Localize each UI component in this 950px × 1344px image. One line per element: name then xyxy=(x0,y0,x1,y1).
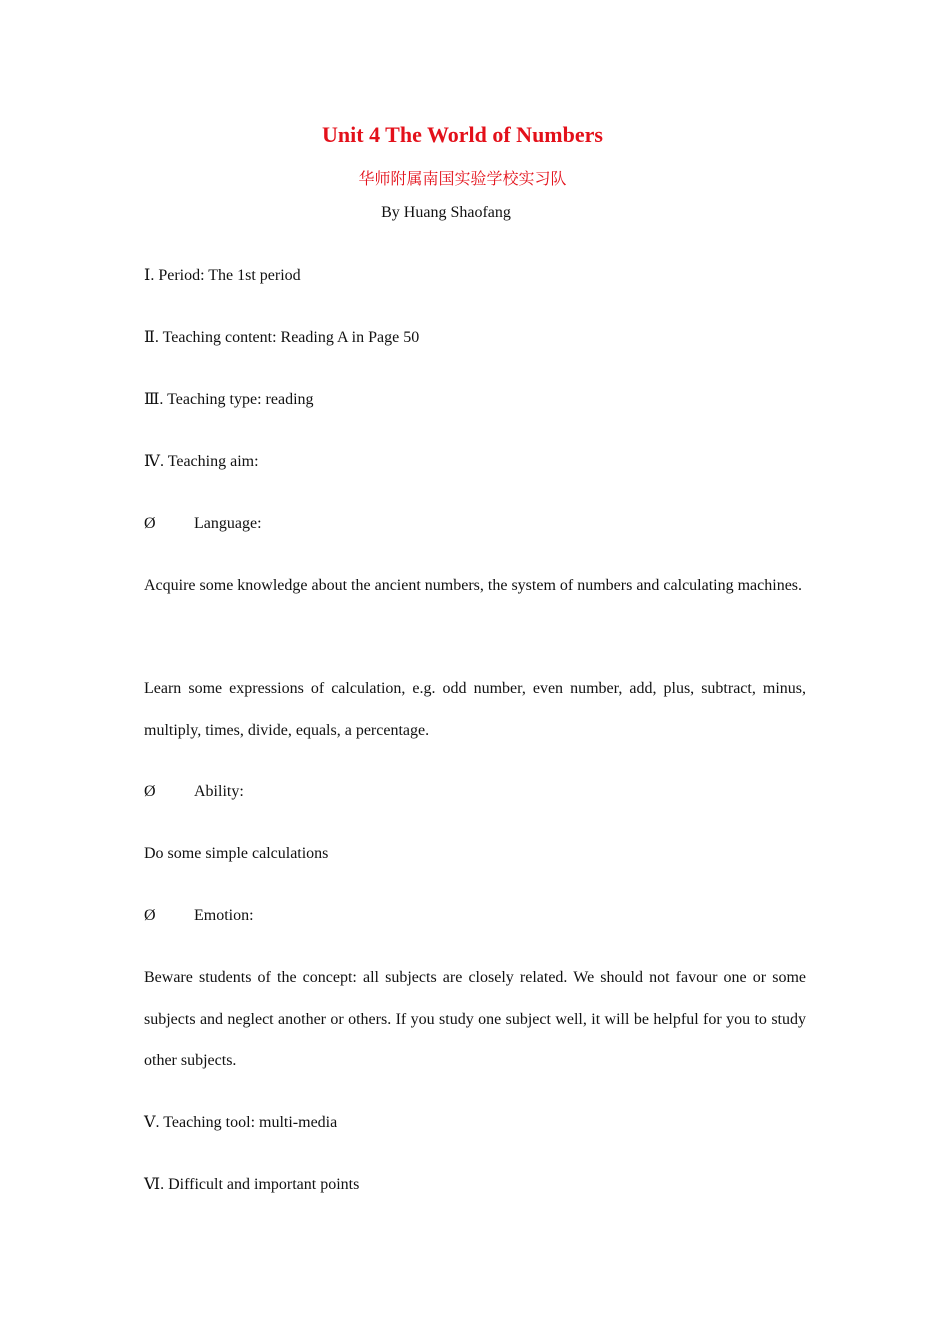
emotion-heading xyxy=(144,906,806,926)
bullet-symbol: Ø xyxy=(144,907,156,924)
section-teaching-type: Ⅲ. Teaching type: reading xyxy=(144,391,314,408)
ability-label: Ability: xyxy=(194,783,244,800)
language-heading xyxy=(144,514,806,534)
language-label: Language: xyxy=(194,515,262,532)
document-author: By Huang Shaofang xyxy=(381,204,511,221)
bullet-symbol: Ø xyxy=(144,783,156,800)
section-period: Ⅰ. Period: The 1st period xyxy=(144,267,301,284)
section-teaching-content: Ⅱ. Teaching content: Reading A in Page 50 xyxy=(144,329,420,346)
document-title: Unit 4 The World of Numbers xyxy=(322,122,603,147)
bullet-symbol: Ø xyxy=(144,515,156,532)
ability-paragraph: Do some simple calculations xyxy=(144,845,329,862)
ability-heading xyxy=(144,782,806,802)
language-paragraph-2: Learn some expressions of calculation, e.g. odd number, even number, add, plus, subtract, minus, multiply, times, divide, equals, a percentage. xyxy=(144,680,806,739)
document-subtitle: 华师附属南国实验学校实习队 xyxy=(358,169,567,188)
section-teaching-aim: Ⅳ. Teaching aim: xyxy=(144,453,259,470)
language-paragraph-1: Acquire some knowledge about the ancient numbers, the system of numbers and calculating machines. xyxy=(144,577,803,594)
section-teaching-tool: Ⅴ. Teaching tool: multi-media xyxy=(144,1114,338,1131)
emotion-label: Emotion: xyxy=(194,907,254,924)
emotion-paragraph: Beware students of the concept: all subjects are closely related. We should not favour one or some subjects and neglect another or others. If you study one subject well, it will be helpful for you to study other subjects. xyxy=(144,969,806,1069)
section-difficult-points: Ⅵ. Difficult and important points xyxy=(144,1176,360,1193)
